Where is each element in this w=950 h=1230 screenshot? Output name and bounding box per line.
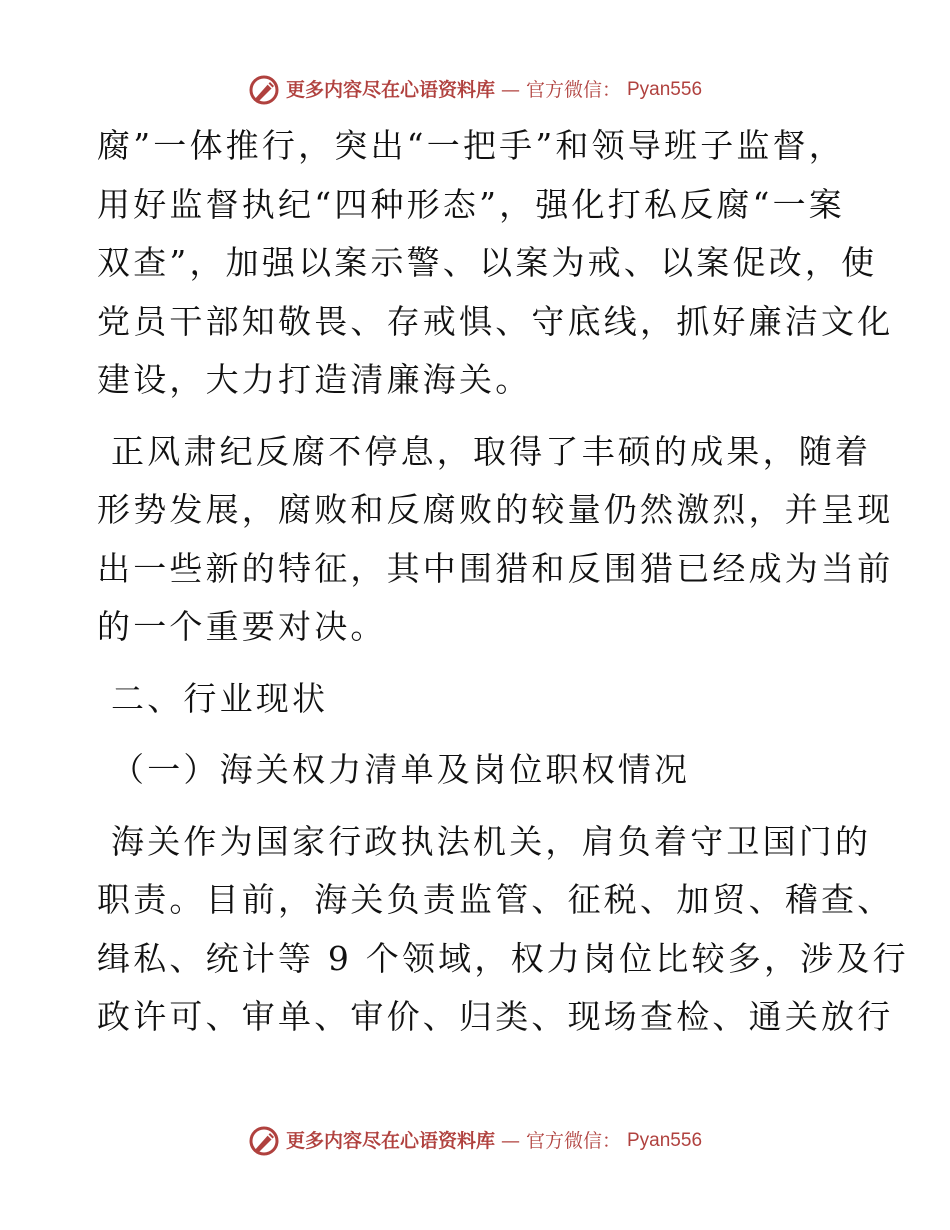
watermark-wechat-id: Pyan556 bbox=[627, 79, 703, 100]
watermark-brand: 更多内容尽在心语资料库 bbox=[285, 79, 495, 101]
paragraph-line: 的一个重要对决。 bbox=[97, 607, 387, 646]
paragraph-line: 双查”，加强以案示警、以案为戒、以案促改，使 bbox=[97, 243, 878, 282]
watermark-official-label: 官方微信： bbox=[525, 1130, 621, 1152]
document-body bbox=[97, 117, 909, 1047]
paragraph-line: 政许可、审单、审价、归类、现场查检、通关放行 bbox=[97, 997, 894, 1036]
paragraph-line: 海关作为国家行政执法机关，肩负着守卫国门的 bbox=[111, 821, 872, 861]
watermark-official-label: 官方微信： bbox=[525, 79, 621, 101]
watermark-dash: — bbox=[500, 79, 520, 101]
watermark-wechat-id: Pyan556 bbox=[627, 1130, 703, 1151]
heading-text: 二、行业现状 bbox=[111, 678, 329, 718]
paragraph-1 bbox=[97, 117, 894, 410]
paragraph-2 bbox=[97, 423, 894, 657]
watermark-brand: 更多内容尽在心语资料库 bbox=[285, 1130, 495, 1152]
paragraph-line: 缉私、统计等 9 个领域，权力岗位比较多，涉及行 bbox=[97, 938, 909, 978]
watermark-dash: — bbox=[500, 1130, 520, 1152]
paragraph-3 bbox=[97, 813, 909, 1047]
subsection-heading bbox=[97, 741, 857, 800]
paragraph-line: 腐”一体推行，突出“一把手”和领导班子监督， bbox=[97, 126, 846, 165]
paragraph-line: 建设，大力打造清廉海关。 bbox=[97, 360, 532, 399]
footer-watermark bbox=[0, 1125, 950, 1157]
paragraph-line: 党员干部知敬畏、存戒惧、守底线，抓好廉洁文化 bbox=[97, 301, 894, 341]
pen-circle-logo-icon bbox=[248, 1125, 280, 1157]
heading-text: （一）海关权力清单及岗位职权情况 bbox=[111, 750, 691, 789]
paragraph-line: 用好监督执纪“四种形态”，强化打私反腐“一案 bbox=[97, 184, 846, 224]
paragraph-line: 形势发展，腐败和反腐败的较量仍然激烈，并呈现 bbox=[97, 490, 894, 529]
pen-circle-logo-icon bbox=[248, 74, 280, 106]
paragraph-line: 职责。目前，海关负责监管、征税、加贸、稽查、 bbox=[97, 880, 894, 919]
section-heading bbox=[97, 670, 857, 729]
paragraph-line: 正风肃纪反腐不停息，取得了丰硕的成果，随着 bbox=[111, 431, 872, 471]
paragraph-line: 出一些新的特征，其中围猎和反围猎已经成为当前 bbox=[97, 548, 894, 588]
header-watermark bbox=[0, 74, 950, 106]
